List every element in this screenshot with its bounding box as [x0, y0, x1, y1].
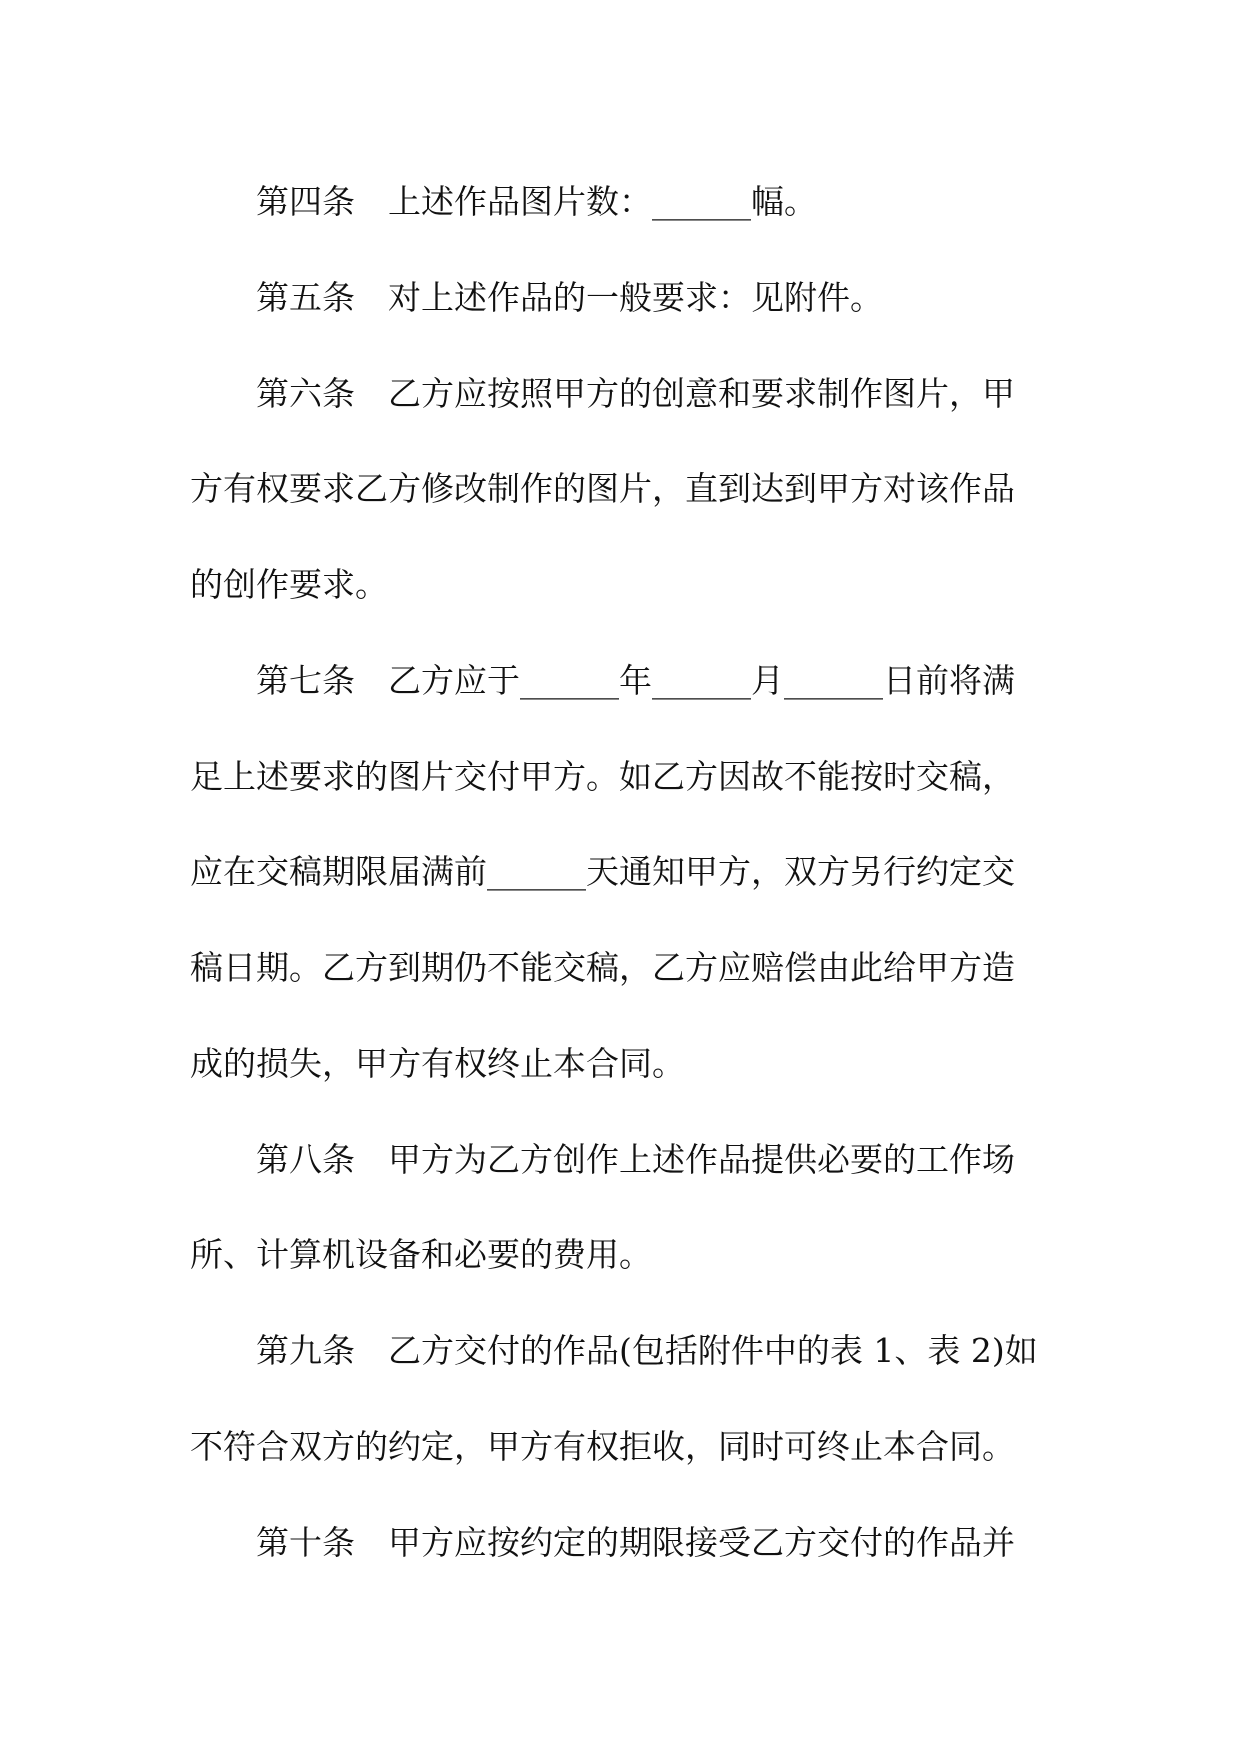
article-6-line-1: 第六条 乙方应按照甲方的创意和要求制作图片，甲	[256, 374, 1015, 413]
article-7-line-5: 成的损失，甲方有权终止本合同。	[190, 1044, 685, 1083]
article-7-line-2: 足上述要求的图片交付甲方。如乙方因故不能按时交稿，	[190, 757, 1015, 796]
article-6-line-3: 的创作要求。	[190, 565, 388, 604]
article-6-line-2: 方有权要求乙方修改制作的图片，直到达到甲方对该作品	[190, 469, 1015, 508]
article-5-line: 第五条 对上述作品的一般要求：见附件。	[256, 278, 883, 317]
article-4-line: 第四条 上述作品图片数：______幅。	[256, 182, 817, 221]
article-10-line-1: 第十条 甲方应按约定的期限接受乙方交付的作品并	[256, 1523, 1015, 1562]
article-7-line-1: 第七条 乙方应于______年______月______日前将满	[256, 661, 1015, 700]
article-7-line-4: 稿日期。乙方到期仍不能交稿，乙方应赔偿由此给甲方造	[190, 948, 1015, 987]
article-9-line-2: 不符合双方的约定，甲方有权拒收，同时可终止本合同。	[190, 1427, 1015, 1466]
article-8-line-2: 所、计算机设备和必要的费用。	[190, 1235, 652, 1274]
article-9-line-1: 第九条 乙方交付的作品(包括附件中的表 1、表 2)如	[256, 1331, 1038, 1370]
article-7-line-3: 应在交稿期限届满前______天通知甲方，双方另行约定交	[190, 852, 1015, 891]
article-8-line-1: 第八条 甲方为乙方创作上述作品提供必要的工作场	[256, 1140, 1015, 1179]
